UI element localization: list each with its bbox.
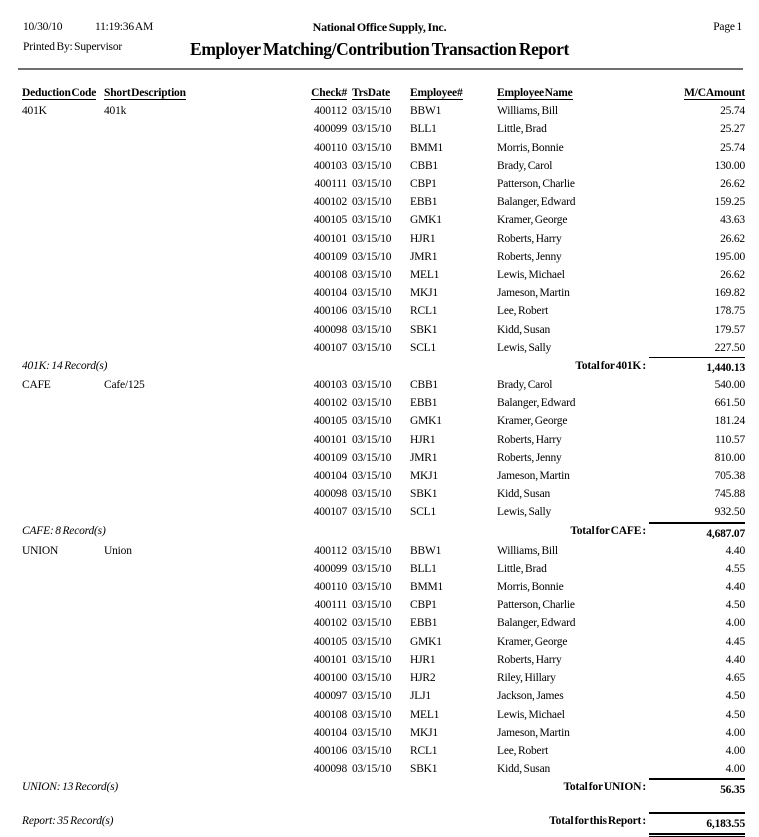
column-header-deduction-code: Deduction Code	[22, 87, 97, 99]
check-number: 400112	[314, 105, 347, 118]
column-header-row	[0, 84, 759, 102]
employee-name: Balanger, Edward	[497, 196, 576, 209]
column-header-employee-num: Employee#	[410, 87, 463, 99]
printed-by: Printed By: Supervisor	[23, 41, 123, 53]
mc-amount: 4.00	[725, 763, 745, 776]
employee-name: Balanger, Edward	[497, 397, 576, 410]
employee-name: Riley, Hillary	[497, 672, 556, 685]
transaction-row	[0, 633, 759, 651]
transaction-date: 03/15/10	[352, 544, 392, 557]
section-union-summary	[0, 778, 759, 798]
employee-number: GMK1	[410, 415, 442, 428]
check-number: 400102	[313, 397, 347, 410]
transaction-row	[0, 193, 759, 211]
transaction-row	[0, 302, 759, 320]
check-number: 400106	[313, 305, 347, 318]
mc-amount: 4.00	[725, 617, 745, 630]
report-total-amount: 6,183.55	[649, 812, 745, 837]
column-header-trsdate: TrsDate	[352, 87, 390, 99]
short-description: Union	[104, 544, 132, 557]
section-union-rows	[0, 542, 759, 779]
section-401k	[0, 102, 759, 376]
check-number: 400111	[314, 599, 347, 612]
employee-number: CBB1	[410, 379, 438, 392]
employee-number: HJR1	[410, 433, 436, 446]
transaction-row	[0, 467, 759, 485]
transaction-date: 03/15/10	[352, 250, 392, 263]
transaction-date: 03/15/10	[352, 341, 392, 354]
section-cafe	[0, 376, 759, 542]
employee-number: JLJ1	[410, 690, 431, 703]
transaction-row	[0, 651, 759, 669]
check-number: 400102	[313, 196, 347, 209]
mc-amount: 4.50	[725, 708, 745, 721]
mc-amount: 745.88	[714, 488, 745, 501]
transaction-row	[0, 560, 759, 578]
check-number: 400105	[313, 415, 347, 428]
employee-number: HJR1	[410, 653, 436, 666]
employee-name: Lewis, Michael	[497, 269, 565, 282]
employee-name: Williams, Bill	[497, 105, 558, 118]
report-summary	[0, 812, 759, 837]
mc-amount: 130.00	[714, 159, 745, 172]
check-number: 400108	[313, 269, 347, 282]
mc-amount: 810.00	[714, 451, 745, 464]
section-union-heading	[0, 542, 759, 560]
report-record-count: Report: 35 Record(s)	[22, 815, 114, 828]
employee-number: GMK1	[410, 214, 442, 227]
employee-number: JMR1	[410, 451, 438, 464]
check-number: 400098	[313, 763, 347, 776]
check-number: 400101	[313, 433, 347, 446]
short-description: 401k	[104, 105, 127, 118]
deduction-code: CAFE	[22, 379, 51, 392]
check-number: 400109	[313, 250, 347, 263]
mc-amount: 26.62	[720, 178, 745, 191]
employee-name: Morris, Bonnie	[497, 581, 564, 594]
transaction-date: 03/15/10	[352, 141, 392, 154]
check-number: 400105	[313, 214, 347, 227]
transaction-row	[0, 724, 759, 742]
transaction-date: 03/15/10	[352, 672, 392, 685]
transaction-date: 03/15/10	[352, 415, 392, 428]
employee-number: MKJ1	[410, 287, 438, 300]
report-date: 10/30/10	[23, 21, 63, 33]
transaction-row	[0, 431, 759, 449]
transaction-date: 03/15/10	[352, 581, 392, 594]
transaction-row	[0, 266, 759, 284]
mc-amount: 169.82	[714, 287, 745, 300]
employee-name: Roberts, Harry	[497, 653, 562, 666]
mc-amount: 4.65	[725, 672, 745, 685]
transaction-date: 03/15/10	[352, 635, 392, 648]
transaction-date: 03/15/10	[352, 690, 392, 703]
transaction-row	[0, 412, 759, 430]
transaction-date: 03/15/10	[352, 196, 392, 209]
mc-amount: 43.63	[720, 214, 745, 227]
employee-name: Kidd, Susan	[497, 323, 551, 336]
check-number: 400103	[313, 159, 347, 172]
check-number: 400102	[313, 617, 347, 630]
employee-number: SBK1	[410, 763, 438, 776]
mc-amount: 26.62	[720, 269, 745, 282]
transaction-date: 03/15/10	[352, 653, 392, 666]
employee-name: Little, Brad	[497, 123, 547, 136]
employee-number: CBB1	[410, 159, 438, 172]
transaction-row	[0, 120, 759, 138]
employee-number: BMM1	[410, 141, 444, 154]
transaction-row	[0, 248, 759, 266]
employee-number: SCL1	[410, 341, 437, 354]
mc-amount: 179.57	[714, 323, 745, 336]
section-total-amount: 4,687.07	[649, 522, 745, 542]
section-total-label: Total for 401K :	[575, 360, 646, 373]
section-total-amount: 1,440.13	[649, 357, 745, 376]
transaction-date: 03/15/10	[352, 287, 392, 300]
transaction-row	[0, 596, 759, 614]
transaction-date: 03/15/10	[352, 562, 392, 575]
transaction-row	[0, 614, 759, 632]
mc-amount: 181.24	[714, 415, 745, 428]
check-number: 400112	[314, 544, 347, 557]
transaction-row	[0, 230, 759, 248]
mc-amount: 178.75	[714, 305, 745, 318]
record-count: UNION: 13 Record(s)	[22, 781, 118, 794]
deduction-code: 401K	[22, 105, 47, 118]
transaction-date: 03/15/10	[352, 726, 392, 739]
employee-number: SBK1	[410, 488, 438, 501]
report-header	[0, 0, 759, 84]
mc-amount: 4.50	[725, 599, 745, 612]
employee-name: Jameson, Martin	[497, 287, 570, 300]
column-header-check: Check#	[311, 87, 347, 99]
section-cafe-rows	[0, 376, 759, 522]
record-count: 401K: 14 Record(s)	[22, 360, 108, 373]
check-number: 400110	[314, 581, 347, 594]
transaction-row	[0, 578, 759, 596]
transaction-date: 03/15/10	[352, 123, 392, 136]
employee-number: BMM1	[410, 581, 444, 594]
transaction-date: 03/15/10	[352, 488, 392, 501]
employee-name: Balanger, Edward	[497, 617, 576, 630]
transaction-row	[0, 687, 759, 705]
employee-name: Little, Brad	[497, 562, 547, 575]
check-number: 400110	[314, 141, 347, 154]
employee-number: MEL1	[410, 269, 440, 282]
transaction-row	[0, 139, 759, 157]
employee-number: MKJ1	[410, 470, 438, 483]
employee-number: CBP1	[410, 599, 437, 612]
mc-amount: 26.62	[720, 232, 745, 245]
employee-number: SBK1	[410, 323, 438, 336]
transaction-row	[0, 742, 759, 760]
transaction-date: 03/15/10	[352, 178, 392, 191]
employee-name: Lewis, Sally	[497, 341, 552, 354]
employee-name: Kramer, George	[497, 214, 568, 227]
check-number: 400098	[313, 323, 347, 336]
mc-amount: 4.00	[725, 744, 745, 757]
employee-name: Lee, Robert	[497, 305, 549, 318]
employee-name: Brady, Carol	[497, 379, 553, 392]
check-number: 400099	[313, 562, 347, 575]
check-number: 400107	[313, 341, 347, 354]
employee-name: Lewis, Michael	[497, 708, 565, 721]
check-number: 400101	[313, 232, 347, 245]
employee-number: CBP1	[410, 178, 437, 191]
mc-amount: 25.74	[720, 141, 745, 154]
employee-name: Patterson, Charlie	[497, 178, 575, 191]
mc-amount: 110.57	[715, 433, 745, 446]
header-rule	[18, 68, 743, 70]
check-number: 400109	[313, 451, 347, 464]
employee-name: Williams, Bill	[497, 544, 558, 557]
employee-name: Roberts, Jenny	[497, 451, 562, 464]
mc-amount: 932.50	[714, 506, 745, 519]
employee-name: Jameson, Martin	[497, 470, 570, 483]
column-header-employee-name: Employee Name	[497, 87, 573, 99]
employee-name: Kidd, Susan	[497, 488, 551, 501]
check-number: 400104	[313, 726, 347, 739]
deduction-code: UNION	[22, 544, 59, 557]
transaction-date: 03/15/10	[352, 599, 392, 612]
transaction-row	[0, 449, 759, 467]
check-number: 400108	[313, 708, 347, 721]
transaction-date: 03/15/10	[352, 744, 392, 757]
transaction-row	[0, 485, 759, 503]
transaction-date: 03/15/10	[352, 470, 392, 483]
transaction-date: 03/15/10	[352, 323, 392, 336]
check-number: 400099	[313, 123, 347, 136]
page-number: Page 1	[713, 21, 742, 33]
employee-number: EBB1	[410, 617, 438, 630]
mc-amount: 4.50	[725, 690, 745, 703]
section-401k-heading	[0, 102, 759, 120]
check-number: 400104	[313, 470, 347, 483]
section-401k-summary	[0, 357, 759, 376]
employee-number: SCL1	[410, 506, 437, 519]
section-cafe-heading	[0, 376, 759, 394]
employee-number: MKJ1	[410, 726, 438, 739]
employee-number: EBB1	[410, 397, 438, 410]
transaction-date: 03/15/10	[352, 232, 392, 245]
section-cafe-summary	[0, 522, 759, 542]
mc-amount: 25.74	[720, 105, 745, 118]
employee-number: BBW1	[410, 105, 442, 118]
section-total-label: Total for CAFE :	[570, 524, 646, 537]
check-number: 400103	[313, 379, 347, 392]
check-number: 400097	[313, 690, 347, 703]
employee-number: EBB1	[410, 196, 438, 209]
employee-name: Kramer, George	[497, 415, 568, 428]
employee-number: MEL1	[410, 708, 440, 721]
employee-name: Kramer, George	[497, 635, 568, 648]
transaction-date: 03/15/10	[352, 763, 392, 776]
transaction-date: 03/15/10	[352, 214, 392, 227]
employee-name: Jameson, Martin	[497, 726, 570, 739]
check-number: 400111	[314, 178, 347, 191]
section-401k-rows	[0, 102, 759, 357]
transaction-row	[0, 394, 759, 412]
transaction-date: 03/15/10	[352, 105, 392, 118]
employee-name: Roberts, Jenny	[497, 250, 562, 263]
employee-name: Lee, Robert	[497, 744, 549, 757]
mc-amount: 227.50	[714, 341, 745, 354]
employee-name: Lewis, Sally	[497, 506, 552, 519]
transaction-date: 03/15/10	[352, 451, 392, 464]
mc-amount: 705.38	[714, 470, 745, 483]
mc-amount: 4.55	[725, 562, 745, 575]
section-total-label: Total for UNION :	[563, 781, 646, 794]
check-number: 400098	[313, 488, 347, 501]
section-total-amount: 56.35	[649, 778, 745, 798]
employee-number: GMK1	[410, 635, 442, 648]
transaction-date: 03/15/10	[352, 379, 392, 392]
mc-amount: 4.40	[725, 581, 745, 594]
employee-number: RCL1	[410, 305, 438, 318]
transaction-row	[0, 706, 759, 724]
check-number: 400106	[313, 744, 347, 757]
transaction-date: 03/15/10	[352, 617, 392, 630]
transaction-row	[0, 157, 759, 175]
employee-name: Jackson, James	[497, 690, 564, 703]
employee-name: Kidd, Susan	[497, 763, 551, 776]
transaction-date: 03/15/10	[352, 159, 392, 172]
employee-number: HJR2	[410, 672, 436, 685]
transaction-row	[0, 321, 759, 339]
transaction-date: 03/15/10	[352, 397, 392, 410]
column-header-amount: M/C Amount	[684, 87, 745, 99]
transaction-row	[0, 175, 759, 193]
transaction-row	[0, 760, 759, 778]
check-number: 400101	[313, 653, 347, 666]
transaction-row	[0, 339, 759, 357]
employee-name: Patterson, Charlie	[497, 599, 575, 612]
employee-name: Roberts, Harry	[497, 433, 562, 446]
employee-name: Roberts, Harry	[497, 232, 562, 245]
report-time: 11:19:36 AM	[95, 21, 154, 33]
check-number: 400107	[313, 506, 347, 519]
employee-number: HJR1	[410, 232, 436, 245]
record-count: CAFE: 8 Record(s)	[22, 524, 106, 537]
transaction-row	[0, 669, 759, 687]
transaction-date: 03/15/10	[352, 433, 392, 446]
check-number: 400100	[313, 672, 347, 685]
mc-amount: 661.50	[714, 397, 745, 410]
employee-name: Morris, Bonnie	[497, 141, 564, 154]
mc-amount: 4.00	[725, 726, 745, 739]
mc-amount: 195.00	[714, 250, 745, 263]
transaction-date: 03/15/10	[352, 269, 392, 282]
employee-number: BLL1	[410, 123, 437, 136]
employee-number: JMR1	[410, 250, 438, 263]
transaction-date: 03/15/10	[352, 506, 392, 519]
report-total-label: Total for this Report :	[549, 815, 646, 828]
transaction-row	[0, 503, 759, 521]
check-number: 400105	[313, 635, 347, 648]
employee-number: RCL1	[410, 744, 438, 757]
section-union	[0, 542, 759, 799]
mc-amount: 159.25	[714, 196, 745, 209]
mc-amount: 540.00	[714, 379, 745, 392]
employee-number: BBW1	[410, 544, 442, 557]
transaction-date: 03/15/10	[352, 305, 392, 318]
transaction-row	[0, 284, 759, 302]
report-title: Employer Matching/Contribution Transaction Report	[190, 39, 569, 59]
company-name: National Office Supply, Inc.	[312, 20, 447, 34]
employee-number: BLL1	[410, 562, 437, 575]
mc-amount: 4.40	[725, 653, 745, 666]
mc-amount: 4.40	[725, 544, 745, 557]
mc-amount: 4.45	[725, 635, 745, 648]
transaction-row	[0, 211, 759, 229]
short-description: Cafe/125	[104, 379, 145, 392]
mc-amount: 25.27	[720, 123, 745, 136]
employee-name: Brady, Carol	[497, 159, 553, 172]
transaction-date: 03/15/10	[352, 708, 392, 721]
check-number: 400104	[313, 287, 347, 300]
column-header-short-description: Short Description	[104, 87, 186, 99]
